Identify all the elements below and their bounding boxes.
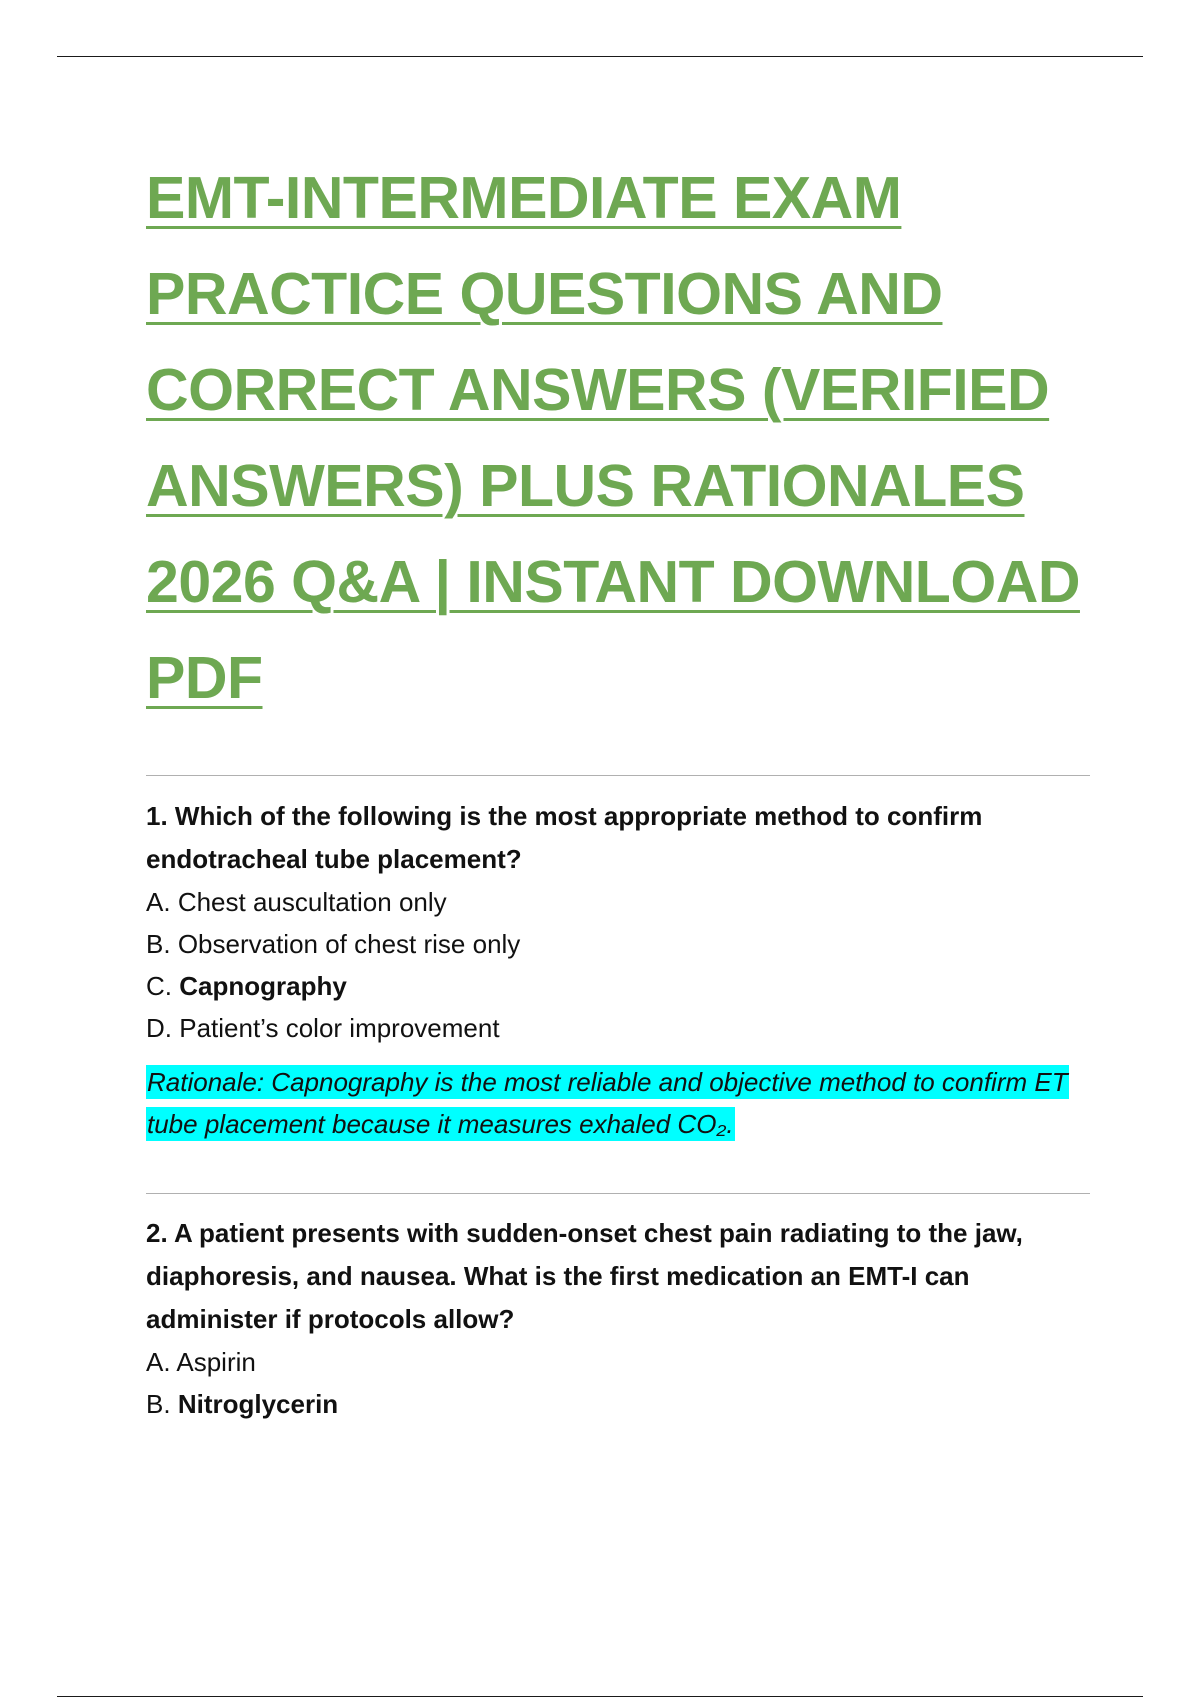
page-bottom-rule — [57, 1696, 1143, 1697]
question-1 — [146, 795, 1090, 1145]
question-1-options — [146, 881, 1090, 1049]
question-2-option-b — [146, 1383, 1090, 1425]
section-divider — [146, 775, 1090, 776]
document-body — [146, 150, 1090, 1425]
question-2-option-a — [146, 1341, 1090, 1383]
option-letter: B. — [146, 929, 171, 959]
correct-answer-text: Capnography — [179, 971, 347, 1001]
section-divider — [146, 1193, 1090, 1194]
question-1-option-b — [146, 923, 1090, 965]
page-top-rule — [57, 56, 1143, 57]
question-2 — [146, 1212, 1090, 1425]
option-letter: B. — [146, 1389, 171, 1419]
option-letter: D. — [146, 1013, 172, 1043]
question-1-option-d — [146, 1007, 1090, 1049]
option-letter: A. — [146, 887, 171, 917]
option-text: Chest auscultation only — [177, 887, 447, 917]
option-text: Observation of chest rise only — [177, 929, 521, 959]
option-letter: C. — [146, 971, 172, 1001]
question-1-text: 1. Which of the following is the most appropriate method to confirm endotracheal tube placement? — [146, 801, 983, 874]
correct-answer-text: Nitroglycerin — [177, 1389, 339, 1419]
option-text: Aspirin — [176, 1347, 256, 1377]
option-letter: A. — [146, 1347, 171, 1377]
question-1-option-a — [146, 881, 1090, 923]
question-2-text: 2. A patient presents with sudden-onset chest pain radiating to the jaw, diaphoresis, and nausea. What is the first medication an EMT-I can administer if protocols allow? — [146, 1218, 1023, 1334]
option-text: Patient’s color improvement — [179, 1013, 500, 1043]
document-title: EMT-INTERMEDIATE EXAM PRACTICE QUESTIONS AND CORRECT ANSWERS (VERIFIED ANSWERS) PLUS RATIONALES 2026 Q&A | INSTANT DOWNLOAD PDF — [146, 165, 1080, 711]
question-1-rationale — [146, 1061, 1090, 1145]
question-2-options — [146, 1341, 1090, 1425]
question-1-option-c — [146, 965, 1090, 1007]
rationale-highlight: Rationale: Capnography is the most reliable and objective method to confirm ET tube placement because it measures exhaled CO₂. — [147, 1067, 1068, 1139]
